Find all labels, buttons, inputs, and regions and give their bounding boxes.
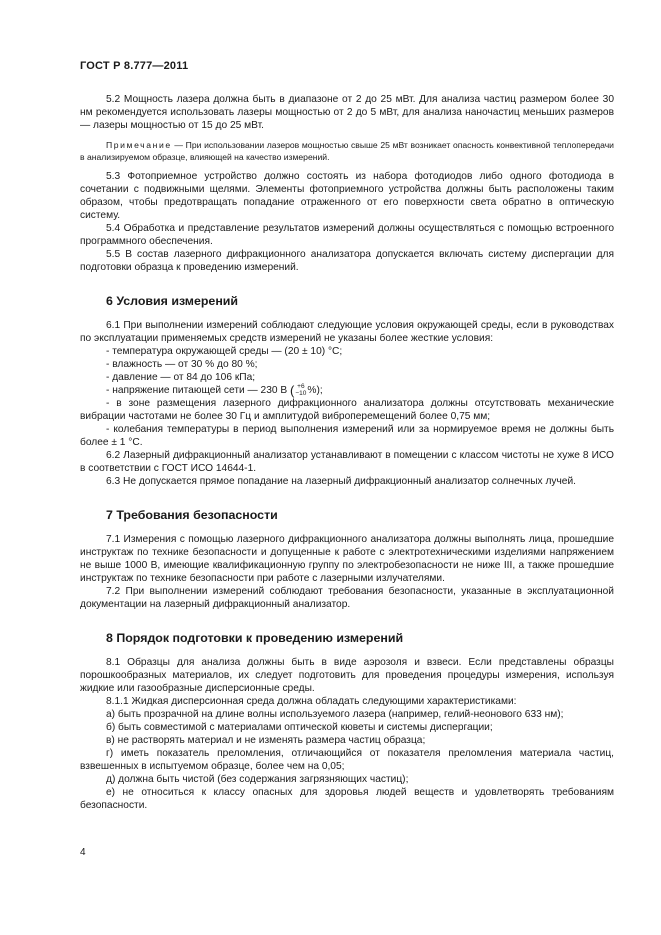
tolerance-upper: +6: [297, 383, 305, 390]
note-label: Примечание: [106, 140, 172, 150]
list-item: б) быть совместимой с материалами оптической кюветы и системы диспергации;: [106, 722, 493, 734]
list-item: - влажность — от 30 % до 80 %;: [106, 359, 258, 370]
section-7-title: 7 Требования безопасности: [106, 508, 278, 523]
paragraph-5-4: 5.4 Обработка и представление результатов измерений должны осуществляться с помощью встроенного программного обеспечения.: [80, 223, 614, 247]
paragraph-6-1: 6.1 При выполнении измерений соблюдают следующие условия окружающей среды, если в руководствах по эксплуатации применяемых средств измерений не указаны более жесткие условия:: [80, 320, 614, 344]
paragraph-6-2: 6.2 Лазерный дифракционный анализатор устанавливают в помещении с классом чистоты не хуже 8 ИСО в соответствии с ГОСТ ИСО 14644-1.: [80, 450, 614, 475]
paragraph-6-3: 6.3 Не допускается прямое попадание на лазерный дифракционный анализатор солнечных лучей.: [106, 476, 576, 488]
voltage-suffix: %);: [307, 385, 323, 397]
note: [80, 140, 614, 163]
paragraph-8-1: 8.1 Образцы для анализа должны быть в виде аэрозоля и взвеси. Если представлены образцы порошкообразных материалов, их следует подготовить для проведения процедуры измерения, используя жидкие или газообразные дисперсионные среды.: [80, 657, 614, 695]
list-item: д) должна быть чистой (без содержания загрязняющих частиц);: [106, 774, 409, 786]
page-number: 4: [80, 847, 86, 858]
paragraph-7-2: 7.2 При выполнении измерений соблюдают требования безопасности, указанные в эксплуатационной документации на лазерный дифракционный анализатор.: [80, 586, 614, 611]
paragraph-5-3: 5.3 Фотоприемное устройство должно состоять из набора фотодиодов либо одного фотодиода в сочетании с подвижными щелями. Элементы фотоприемного устройства должны быть расположены таким образом, чтобы предотвращать попадание отраженного от его поверхности света обратно в оптическую систему.: [80, 171, 614, 221]
paragraph-7-1: 7.1 Измерения с помощью лазерного дифракционного анализатора должны выполнять лица, прошедшие инструктаж по технике безопасности и допущенные к работе с электротехническими изделиями напряжением не выше 1000 В, имеющие квалификационную группу по электробезопасности не ниже III, а также прошедшие инструктаж по технике безопасности при работе с лазерными излучателями.: [80, 534, 614, 585]
section-8-title: 8 Порядок подготовки к проведению измерений: [106, 631, 404, 646]
tolerance-lower: −10: [295, 389, 307, 397]
voltage-tolerance: [295, 384, 306, 397]
paragraph-5-5: 5.5 В состав лазерного дифракционного анализатора допускается включать систему диспергации для подготовки образца к проведению измерений.: [80, 249, 614, 273]
list-item: е) не относиться к классу опасных для здоровья людей веществ и удовлетворять требованиям безопасности.: [80, 787, 614, 812]
paragraph-5-2: 5.2 Мощность лазера должна быть в диапазоне от 2 до 25 мВт. Для анализа частиц размером более 30 нм рекомендуется использовать лазеры мощностью от 2 до 5 мВт, для анализа наночастиц меньших размеров — лазеры мощностью от 15 до 25 мВт.: [80, 94, 614, 131]
list-item: а) быть прозрачной на длине волны используемого лазера (например, гелий-неонового 633 нм);: [106, 709, 564, 721]
list-item: - колебания температуры в период выполнения измерений или за нормируемое время не должны быть более ± 1 °С.: [80, 424, 614, 449]
section-6-title: 6 Условия измерений: [106, 294, 239, 308]
list-item-voltage: - напряжение питающей сети — 230 В ( +6 −10%);: [106, 383, 323, 398]
note-text: — При использовании лазеров мощностью свыше 25 мВт возникает опасность конвективной теплопередачи в анализируемом образце, влияющей на качество измерений.: [80, 140, 614, 162]
list-item: г) иметь показатель преломления, отличающийся от показателя преломления материала частиц, взвешенных в испытуемом образце, более чем на 0,05;: [80, 748, 614, 773]
list-item: в) не растворять материал и не изменять размера частиц образца;: [106, 735, 426, 747]
list-item: - в зоне размещения лазерного дифракционного анализатора должны отсутствовать механические вибрации частотами не более 30 Гц и амплитудой виброперемещений более 0,75 мм;: [80, 398, 614, 423]
paragraph-8-1-1: 8.1.1 Жидкая дисперсионная среда должна обладать следующими характеристиками:: [106, 696, 517, 708]
list-item: - температура окружающей среды — (20 ± 10) °С;: [106, 346, 343, 357]
document-header: ГОСТ Р 8.777—2011: [80, 60, 189, 72]
list-item: - давление — от 84 до 106 кПа;: [106, 372, 256, 383]
voltage-prefix: - напряжение питающей сети — 230 В: [106, 385, 288, 397]
document-body: [80, 93, 614, 812]
